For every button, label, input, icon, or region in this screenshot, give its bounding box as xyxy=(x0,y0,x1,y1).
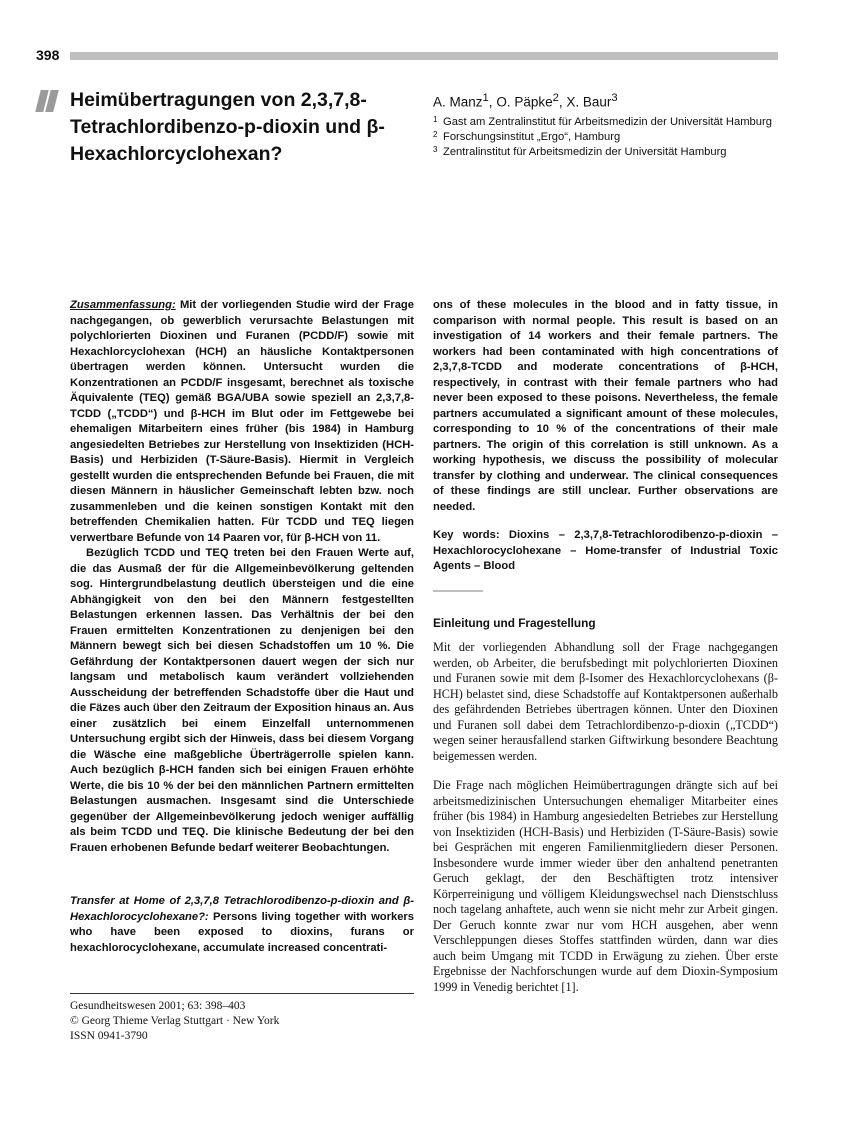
citation-footer xyxy=(70,993,414,1044)
author-block xyxy=(433,92,778,160)
keywords-text: Dioxins – 2,3,7,8-Tetrachlorodibenzo-p-dioxin – Hexachlorocyclohexane – Home-transfer of Industrial Toxic Agents – Blood xyxy=(433,529,778,572)
body-paragraph: Mit der vorliegenden Abhandlung soll der Frage nachgegangen werden, ob Arbeiter, die berufsbedingt mit polychlorierten Dioxinen und Furanen sowie mit dem β-Isomer des Hexachlorcyclohexans (β-HCH) belastet sind, diese Schadstoffe auf Kontaktpersonen außerhalb des gefährdenden Betriebes übertragen können. Unter den Dioxinen und Furanen soll dabei dem Tetrachlordibenzo-p-dioxin („TCDD“) wegen seiner herausfallend starken Giftwirkung besondere Beachtung beigemessen werden. xyxy=(433,640,778,763)
affiliation-text: Forschungsinstitut „Ergo“, Hamburg xyxy=(443,130,621,143)
abstract-paragraph xyxy=(70,894,414,956)
abstract-continuation: ons of these molecules in the blood and in fatty tissue, in comparison with normal people. This result is based on an investigation of 14 workers and their female partners. The workers had been contaminated with high concentrations of 2,3,7,8-TCDD and moderate concentrations of β-HCH, respectively, in contrast with their female partners who had never been exposed to these poisons. Nevertheless, the female partners accumulated a significant amount of these molecules, corresponding to 10 % of the concentrations of their male partners. The origin of this correlation is still unknown. As a working hypothesis, we discuss the possibility of molecular transfer by clothing and underwear. The clinical consequences of these findings are still unclear. Further observations are needed. xyxy=(433,299,778,513)
section-marker-icon xyxy=(36,90,60,112)
keywords xyxy=(433,528,778,575)
left-column xyxy=(70,298,414,956)
abstract-text: Persons living together with workers who have been exposed to dioxins, furans or hexachlorocyclohexane, accumulate increased concentrati- xyxy=(70,910,414,954)
author-sup: 2 xyxy=(552,92,559,104)
author-name: O. Päpke xyxy=(496,94,553,110)
summary-paragraph xyxy=(70,298,414,546)
journal-citation: Gesundheitswesen 2001; 63: 398–403 xyxy=(70,1000,246,1012)
body-paragraph: Die Frage nach möglichen Heimübertragungen drängte sich auf bei arbeitsmedizinischen Untersuchungen ehemaliger Mitarbeiter eines früher (bis 1984) in Hamburg angesiedelten Betriebes zur Herstellung von Insektiziden (HCH-Basis) und Herbiziden (T-Säure-Basis) sowie bei Gesprächen mit engeren Familienmitgliedern dieser Personen. Insbesondere wurde immer wieder über den anhaltend penetranten Geruch geklagt, der den Beschäftigten trotz intensiver Körperreinigung und völligem Kleidungswechsel nach Dienstschluss noch tagelang anhaftete, auch wenn sie nicht mehr zur Arbeit gingen. Der Geruch konnte zwar nur vom HCH ausgehen, aber wenn Verschleppungen dieses Stoffes stattfinden würden, dann war dies auch beim Umgang mit TCDD in Erwägung zu ziehen. Über erste Ergebnisse der Nachforschungen wurde auf dem Dioxin-Symposium 1999 in Venedig berichtet [1]. xyxy=(433,778,778,994)
page-number: 398 xyxy=(36,47,60,63)
affiliation-number: 1 xyxy=(433,114,438,124)
section-heading: Einleitung und Fragestellung xyxy=(433,615,596,630)
author-sup: 1 xyxy=(482,92,489,104)
author-name: A. Manz xyxy=(433,94,483,110)
right-column xyxy=(433,298,778,995)
summary-text: Mit der vorliegenden Studie wird der Frage nachgegangen, ob gewerblich verursachte Belastungen mit polychlorierten Dioxinen und Furanen (PCDD/F) sowie mit Hexachlorcyclohexan (HCH) an häusliche Kontaktpersonen übertragen werden können. Untersucht wurden die Konzentrationen an PCDD/F insgesamt, berechnet als toxische Äquivalente (TEQ) gemäß BGA/UBA sowie speziell an 2,3,7,8-TCDD („TCDD“) und β-HCH im Blut oder im Fettgewebe bei ehemaligen Mitarbeitern eines früher (bis 1984) in Hamburg angesiedelten Betriebes zur Herstellung von Insektiziden (HCH-Basis) und Herbiziden (T-Säure-Basis). Hiermit in Vergleich gestellt wurden die entsprechenden Befunde bei Frauen, die mit diesen Männern in häuslicher Gemeinschaft lebten bzw. noch zusammenleben und die keinen sonstigen Kontakt mit den betreffenden Chemikalien hatten. Für TCDD und TEQ liegen verwertbare Befunde von 14 Paaren vor, für β-HCH von 11. xyxy=(70,299,414,544)
keywords-label: Key words: xyxy=(433,529,500,541)
summary-paragraph-2: Bezüglich TCDD und TEQ treten bei den Frauen Werte auf, die das Ausmaß der für die Allgemeinbevölkerung geltenden sog. Hintergrundbelastung deutlich übersteigen und die eine Abhängigkeit von den bei den Männern festgestellten Belastungen erkennen lassen. Das Verhältnis der bei den Frauen ermittelten Konzentrationen zu denjenigen bei den Männern bewegt sich bei diesen Schadstoffen um 10 %. Die Gefährdung der Kontaktpersonen dauert wegen der sich nur langsam und metabolisch kaum verändert vollziehenden Ausscheidung der betreffenden Schadstoffe über die Haut und die Fäzes auch über den Zeitraum der Exposition hinaus an. Aus einer zusätzlich bei einem Einzelfall unternommenen Untersuchung ergibt sich der Hinweis, dass bei diesem Vorgang die Wäsche eine maßgebliche Überträgerrolle spielen kann. Auch bezüglich β-HCH fanden sich bei einigen Frauen erhöhte Werte, die bis 10 % der bei den männlichen Partnern ermittelten Belastungen ausmachen. Insgesamt sind die Unterschiede gegenüber der Allgemeinbevölkerung jedoch weniger auffällig als beim TCDD und TEQ. Die klinische Bedeutung der bei den Frauen erhobenen Befunde bedarf weiterer Beobachtungen. xyxy=(70,547,414,854)
abstract-label: Transfer at Home of 2,3,7,8 Tetrachlorodibenzo-p-dioxin and β-Hexachlorocyclohexane?: xyxy=(70,895,414,923)
author-sup: 3 xyxy=(611,92,618,104)
affiliation-text: Gast am Zentralinstitut für Arbeitsmedizin der Universität Hamburg xyxy=(443,115,772,128)
affiliation xyxy=(433,145,778,160)
affiliation-number: 2 xyxy=(433,129,438,139)
affiliation-number: 3 xyxy=(433,144,438,154)
publisher-line: © Georg Thieme Verlag Stuttgart · New York xyxy=(70,1015,280,1027)
affiliation xyxy=(433,130,778,145)
divider xyxy=(433,590,483,592)
header-bar xyxy=(70,52,778,60)
issn-line: ISSN 0941-3790 xyxy=(70,1030,148,1042)
article-title: Heimübertragungen von 2,3,7,8-Tetrachlordibenzo-p-dioxin und β-Hexachlorcyclohexan? xyxy=(70,89,385,165)
affiliation-text: Zentralinstitut für Arbeitsmedizin der Universität Hamburg xyxy=(443,145,727,158)
summary-label: Zusammenfassung: xyxy=(70,299,176,311)
author-name: X. Baur xyxy=(566,94,612,110)
author-list: A. Manz$^1$, O. Päpke$^2$, X. Baur$^3$ xyxy=(433,92,618,110)
affiliation xyxy=(433,115,778,130)
